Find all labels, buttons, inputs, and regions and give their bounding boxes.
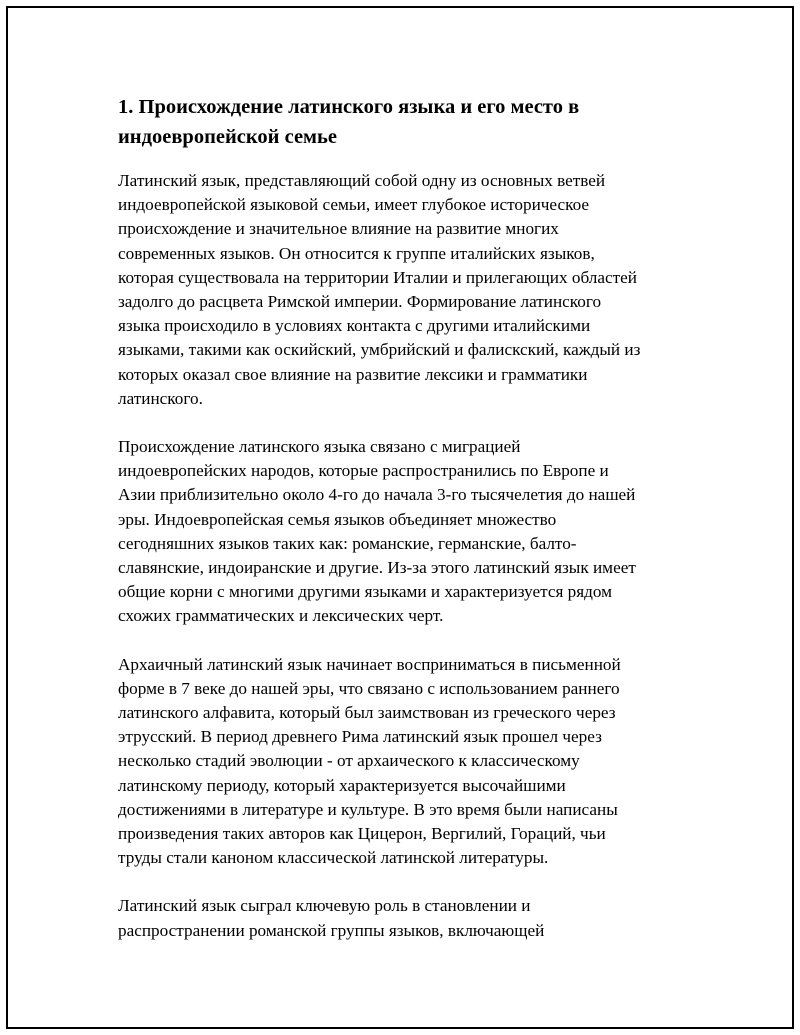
text-line: латинскому периоду, который характеризуется высочайшими [118, 775, 566, 795]
text-line: форме в 7 веке до нашей эры, что связано с использованием раннего [118, 678, 620, 698]
text-line: достижениями в литературе и культуре. В это время были написаны [118, 799, 618, 819]
text-line: происхождение и значительное влияние на развитие многих [118, 219, 559, 239]
text-line: языками, такими как оскийский, умбрийский и фалискский, каждый из [118, 340, 641, 360]
text-line: индоевропейских народов, которые распространились по Европе и [118, 461, 609, 481]
text-line: труды стали каноном классической латинской литературы. [118, 848, 549, 868]
text-line: славянские, индоиранские и другие. Из-за этого латинский язык имеет [118, 558, 636, 578]
text-line: сегодняшних языков таких как: романские, германские, балто- [118, 533, 577, 553]
text-line: задолго до расцвета Римской империи. Формирование латинского [118, 292, 602, 312]
text-line: которая существовала на территории Италии и прилегающих областей [118, 267, 637, 287]
paragraph-1 [118, 169, 678, 411]
text-line: латинского алфавита, который был заимствован из греческого через [118, 703, 616, 723]
paragraph-2 [118, 435, 678, 629]
text-line: общие корни с многими другими языками и характеризуется рядом [118, 582, 613, 602]
text-line: современных языков. Он относится к группе италийских языков, [118, 243, 595, 263]
text-line: латинского. [118, 388, 203, 408]
text-line: Архаичный латинский язык начинает восприниматься в письменной [118, 654, 621, 674]
paragraph-4 [118, 894, 678, 942]
heading-line: 1. Происхождение латинского языка и его место в [118, 96, 580, 118]
text-line: произведения таких авторов как Цицерон, Вергилий, Гораций, чьи [118, 824, 606, 844]
text-line: несколько стадий эволюции - от архаического к классическому [118, 751, 580, 771]
heading-line: индоевропейской семье [118, 126, 337, 148]
text-line: схожих грамматических и лексических черт. [118, 606, 444, 626]
text-line: которых оказал свое влияние на развитие лексики и грамматики [118, 364, 588, 384]
document-body [118, 92, 678, 967]
text-line: Азии приблизительно около 4-го до начала 3-го тысячелетия до нашей [118, 485, 636, 505]
text-line: Латинский язык, представляющий собой одну из основных ветвей [118, 171, 606, 190]
paragraph-3 [118, 653, 678, 871]
text-line: распространении романской группы языков, включающей [118, 920, 545, 940]
text-line: Латинский язык сыграл ключевую роль в становлении и [118, 896, 531, 916]
text-line: индоевропейской языковой семьи, имеет глубокое историческое [118, 195, 590, 215]
text-line: языка происходило в условиях контакта с другими италийскими [118, 316, 591, 336]
text-line: Происхождение латинского языка связано с миграцией [118, 437, 521, 457]
text-line: эры. Индоевропейская семья языков объединяет множество [118, 509, 557, 529]
text-line: этрусский. В период древнего Рима латинский язык прошел через [118, 727, 602, 747]
section-heading [118, 92, 678, 152]
